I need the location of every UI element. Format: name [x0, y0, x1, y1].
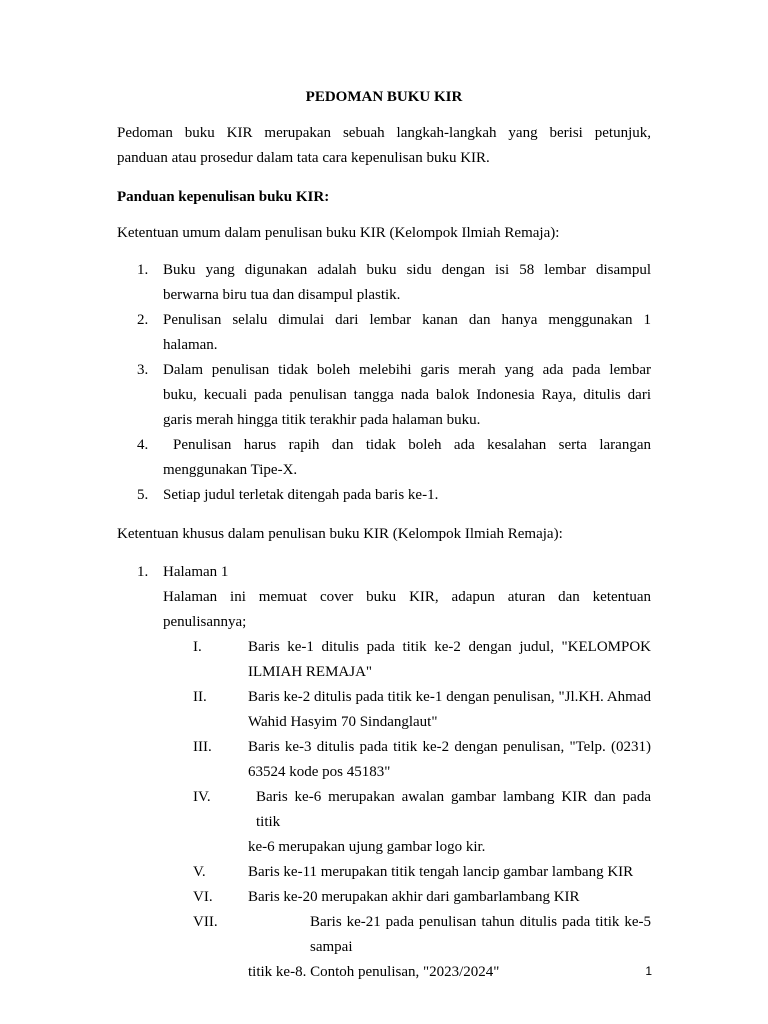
list-number: 1. [137, 564, 149, 580]
sublist-line: ke-6 merupakan ujung gambar logo kir. [248, 839, 486, 855]
list-number: 3. [137, 362, 149, 378]
sublist-item [193, 885, 651, 910]
list-number: 1. [137, 262, 149, 278]
list-number: 5. [137, 487, 149, 503]
roman-number: VI. [193, 889, 213, 905]
list-item [117, 483, 651, 508]
sublist-line: Baris ke-1 ditulis pada titik ke-2 dengan judul, "KELOMPOK [248, 639, 651, 655]
roman-number: VII. [193, 914, 218, 930]
list-line: berwarna biru tua dan disampul plastik. [163, 287, 401, 303]
list-line: garis merah hingga titik terakhir pada halaman buku. [163, 412, 481, 428]
sublist-line: titik ke-8. Contoh penulisan, "2023/2024" [248, 964, 500, 980]
khusus-list [117, 560, 651, 635]
sublist-item [193, 685, 651, 735]
sublist-line: Baris ke-3 ditulis pada titik ke-2 dengan penulisan, "Telp. (0231) [248, 739, 651, 755]
sublist-item [193, 785, 651, 860]
roman-sublist [193, 635, 651, 985]
list-line: Buku yang digunakan adalah buku sidu dengan isi 58 lembar disampul [163, 262, 651, 278]
list-line: menggunakan Tipe-X. [163, 462, 298, 478]
list-item [117, 258, 651, 308]
khusus-lead-text: Ketentuan khusus dalam penulisan buku KIR (Kelompok Ilmiah Remaja): [117, 526, 563, 542]
sublist-item [193, 635, 651, 685]
list-line: buku, kecuali pada penulisan tangga nada balok Indonesia Raya, ditulis dari [163, 387, 651, 403]
roman-number: II. [193, 689, 207, 705]
roman-number: V. [193, 864, 206, 880]
sublist-item [193, 860, 651, 885]
roman-number: I. [193, 639, 202, 655]
list-item [117, 358, 651, 433]
list-line: Dalam penulisan tidak boleh melebihi garis merah yang ada pada lembar [163, 362, 651, 378]
list-line: Setiap judul terletak ditengah pada baris ke-1. [163, 487, 439, 503]
list-item [117, 560, 651, 635]
list-line: Penulisan selalu dimulai dari lembar kanan dan hanya menggunakan 1 [163, 312, 651, 328]
item-description: Halaman ini memuat cover buku KIR, adapun aturan dan ketentuan [163, 589, 651, 605]
sublist-line: Baris ke-20 merupakan akhir dari gambarlambang KIR [248, 889, 580, 905]
document-title: PEDOMAN BUKU KIR [305, 89, 463, 105]
list-item [117, 308, 651, 358]
list-item [117, 433, 651, 483]
item-description: penulisannya; [163, 614, 247, 630]
sublist-line: Baris ke-21 pada penulisan tahun ditulis pada titik ke-5 sampai [310, 914, 651, 955]
list-number: 4. [137, 437, 149, 453]
list-line: Penulisan harus rapih dan tidak boleh ada kesalahan serta larangan [173, 437, 651, 453]
intro-line: panduan atau prosedur dalam tata cara kepenulisan buku KIR. [117, 150, 490, 166]
sublist-item [193, 910, 651, 985]
section-heading: Panduan kepenulisan buku KIR: [117, 189, 330, 205]
intro-paragraph [117, 121, 651, 171]
roman-number: IV. [193, 789, 211, 805]
sublist-line: Baris ke-6 merupakan awalan gambar lambang KIR dan pada titik [256, 789, 651, 830]
umum-list [117, 258, 651, 508]
sublist-line: Wahid Hasyim 70 Sindanglaut" [248, 714, 438, 730]
sublist-line: ILMIAH REMAJA" [248, 664, 373, 680]
sublist-item [193, 735, 651, 785]
sublist-line: Baris ke-11 merupakan titik tengah lancip gambar lambang KIR [248, 864, 634, 880]
umum-lead-text: Ketentuan umum dalam penulisan buku KIR (Kelompok Ilmiah Remaja): [117, 225, 560, 241]
roman-sublist-wrapper [193, 635, 651, 985]
list-number: 2. [137, 312, 149, 328]
sublist-line: 63524 kode pos 45183" [248, 764, 391, 780]
roman-number: III. [193, 739, 212, 755]
list-line: halaman. [163, 337, 218, 353]
item-heading: Halaman 1 [163, 564, 229, 580]
sublist-line: Baris ke-2 ditulis pada titik ke-1 dengan penulisan, "Jl.KH. Ahmad [248, 689, 651, 705]
intro-line: Pedoman buku KIR merupakan sebuah langkah-langkah yang berisi petunjuk, [117, 125, 651, 141]
page-number: 1 [645, 964, 652, 978]
